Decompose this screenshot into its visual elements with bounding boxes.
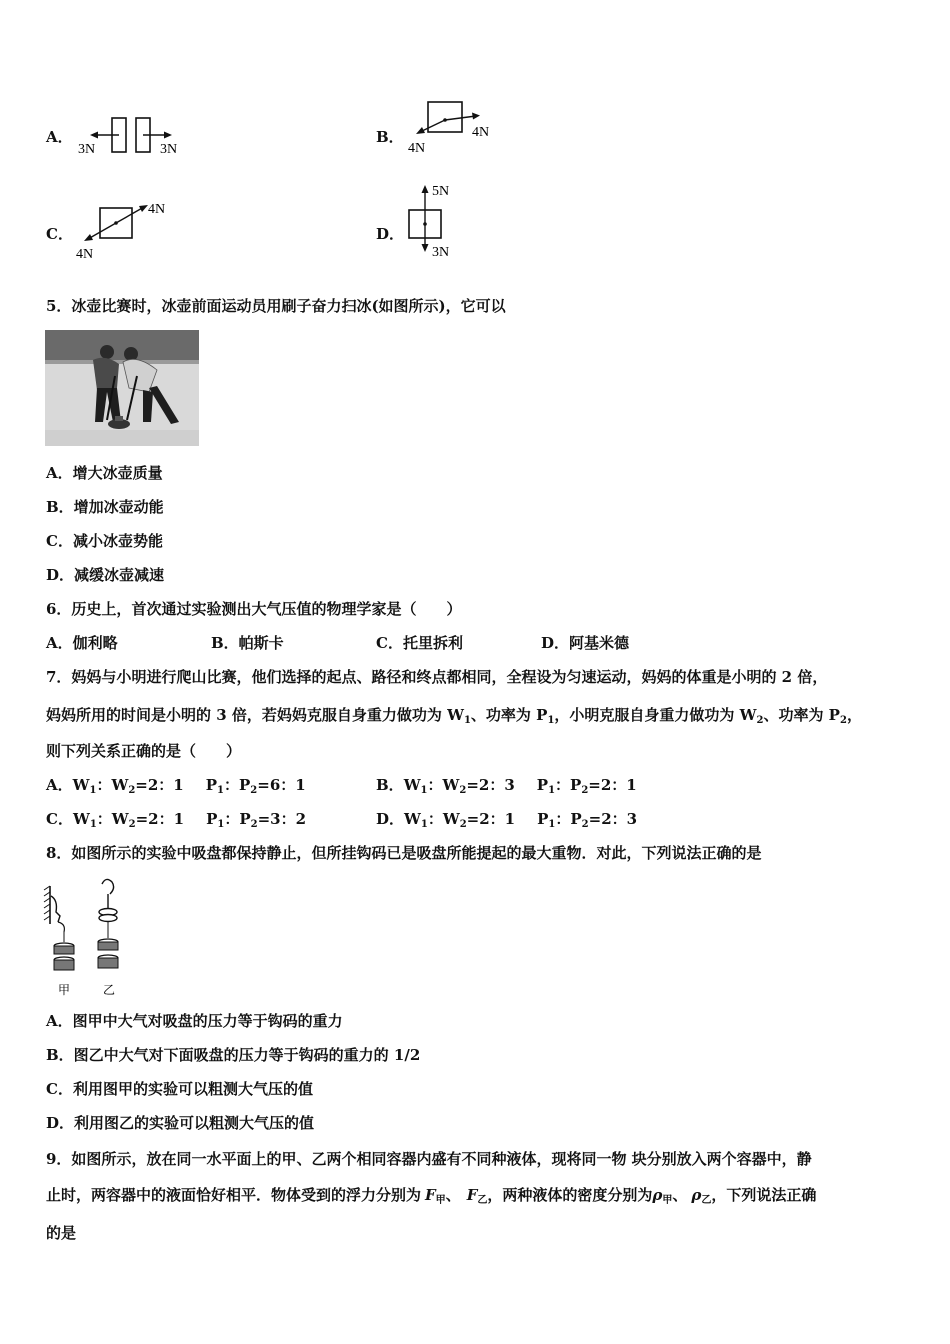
q5-option-c: C．减小冰壶势能 (46, 532, 163, 550)
q4-option-b-label: B． (376, 128, 404, 146)
q8-option-a: A．图甲中大气对吸盘的压力等于钩码的重力 (46, 1012, 343, 1030)
figure-label-jia: 甲 (58, 983, 71, 997)
q4-d-up-force: 5N (432, 184, 450, 199)
q7-option-a: A．$W_1$：$W_2=2$：1 $P_1$：$P_2=6$：1 (46, 776, 306, 796)
q9-line-1: 9．如图所示，放在同一水平面上的甲、乙两个相同容器内盛有不同种液体，现将同一物 块分别放入两个容器中，静 (46, 1150, 812, 1168)
q5-stem: 5．冰壶比赛时，冰壶前面运动员用刷子奋力扫冰(如图所示)，它可以 (46, 297, 506, 315)
q4-option-b-figure (400, 96, 505, 158)
q5-option-d: D．减缓冰壶减速 (46, 566, 165, 584)
q4-option-d-figure (400, 180, 470, 262)
q7-option-b: B．$W_1$：$W_2=2$：3 $P_1$：$P_2=2$：1 (376, 776, 637, 796)
q7-line-2: 妈妈所用的时间是小明的 3 倍，若妈妈克服自身重力做功为 $W_1$、功率为 $P_1$，小明克服自身重力做功为 $W_2$、功率为 $P_2$， (46, 706, 862, 726)
q5-option-a: A．增大冰壶质量 (46, 464, 163, 482)
q6-stem: 6．历史上，首次通过实验测出大气压值的物理学家是（ ） (46, 600, 462, 618)
q4-a-right-force: 3N (160, 142, 178, 157)
q4-option-a-label: A． (46, 128, 73, 146)
q9-line-2: 止时，两容器中的液面恰好相平．物体受到的浮力分别为 $F_甲$、 $F_乙$，两种液体的密度分别为$\rho_甲$、 $\rho_乙$，下列说法正确 (46, 1186, 817, 1206)
q7-option-c: C．$W_1$：$W_2=2$：1 $P_1$：$P_2=3$：2 (46, 810, 307, 830)
q6-option-c: C．托里拆利 (376, 634, 463, 652)
q4-b-right-force: 4N (472, 125, 490, 140)
q8-option-b: B．图乙中大气对下面吸盘的压力等于钩码的重力的 1/2 (46, 1046, 421, 1064)
q6-option-d: D．阿基米德 (541, 634, 630, 652)
q7-line-3: 则下列关系正确的是（ ） (46, 742, 242, 760)
q4-c-up-force: 4N (148, 202, 166, 217)
q4-option-c-figure (74, 196, 184, 262)
q4-c-down-force: 4N (76, 247, 94, 262)
q4-option-c-label: C． (46, 225, 73, 243)
q4-b-down-force: 4N (408, 141, 426, 156)
suction-cup-figure (40, 874, 140, 1000)
q4-option-a-figure (76, 112, 191, 160)
figure-label-yi: 乙 (103, 983, 116, 997)
q4-d-down-force: 3N (432, 245, 450, 260)
q8-stem: 8．如图所示的实验中吸盘都保持静止，但所挂钩码已是吸盘所能提起的最大重物．对此，下列说法正确的是 (46, 844, 762, 862)
q7-option-d: D．$W_1$：$W_2=2$：1 $P_1$：$P_2=2$：3 (376, 810, 638, 830)
q9-line-3: 的是 (46, 1224, 77, 1242)
q7-line-1: 7．妈妈与小明进行爬山比赛，他们选择的起点、路径和终点都相同，全程设为匀速运动，妈妈的体重是小明的 2 倍， (46, 668, 828, 686)
q5-option-b: B．增加冰壶动能 (46, 498, 164, 516)
q4-a-left-force: 3N (78, 142, 96, 157)
q8-option-d: D．利用图乙的实验可以粗测大气压的值 (46, 1114, 315, 1132)
q6-option-a: A．伽利略 (46, 634, 118, 652)
curling-photo (45, 330, 199, 446)
q8-option-c: C．利用图甲的实验可以粗测大气压的值 (46, 1080, 313, 1098)
q4-option-d-label: D． (376, 225, 405, 243)
q6-option-b: B．帕斯卡 (211, 634, 284, 652)
